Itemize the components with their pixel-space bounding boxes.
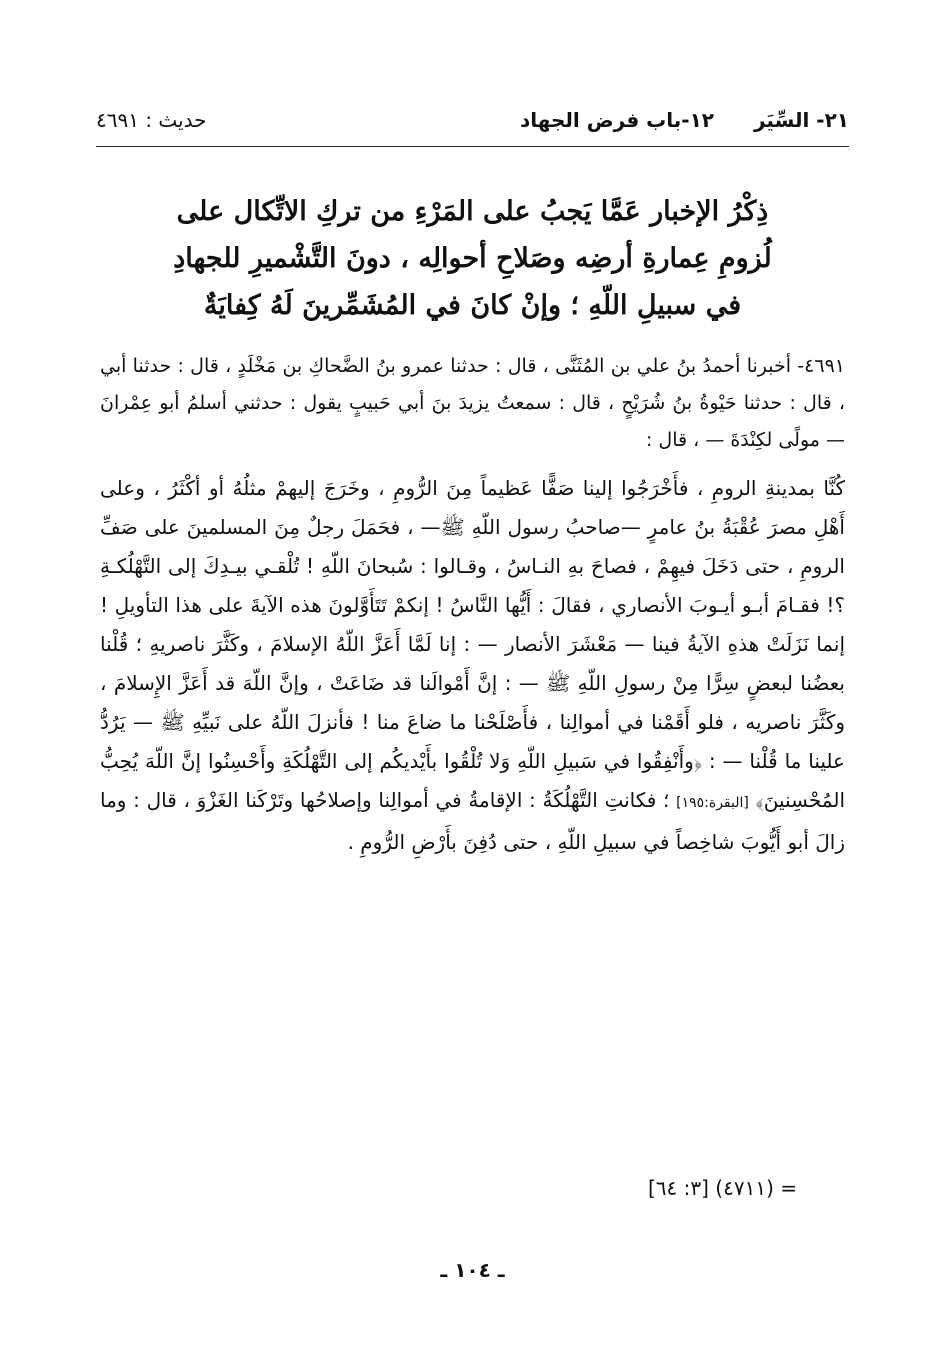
book-title: ٢١- السِّيَر — [753, 108, 849, 132]
page-number: ـ ١٠٤ ـ — [440, 1258, 505, 1282]
isnad-text: ٤٦٩١- أخبرنا أحمدُ بنُ علي بن المُثَنَّى ، قال : حدثنا عمرو بنُ الضَّحاكِ بن مَخْلَدٍ ، قال : حدثنا أبي ، قال : حدثنا حَيْوةُ بنُ شُرَيْحٍ ، قال : سمعتُ يزيدَ بنَ أبي حَبيبٍ يقول : حدثني أسلمُ أبو عِمْرانَ — مولًى لكِنْدَةَ — ، قال : — [100, 355, 845, 451]
cross-reference: = (٤٧١١) [٣: ٦٤] — [647, 1176, 797, 1200]
matn-paragraph — [100, 469, 845, 862]
running-header — [96, 108, 849, 142]
chapter-title: ١٢-باب فرض الجهاد — [520, 108, 714, 132]
header-rule — [96, 146, 849, 147]
hadith-reference: حديث : ٤٦٩١ — [96, 108, 207, 132]
matn-text — [100, 469, 845, 862]
matn-main: كُنَّا بمدينةِ الرومِ ، فأَخْرَجُوا إلينا صَفًّا عَظيماً مِنَ الرُّومِ ، وخَرَجَ إليهمْ مثلُهُ أو أكْثَرُ ، وعلى أَهْلِ مصرَ عُقْبَةُ بنُ عامرٍ —صاحبُ رسول اللّهِ ﷺ— ، فحَمَلَ رجلٌ مِنَ المسلمينَ على صَفِّ الرومِ ، حتى دَخَلَ فيهِمْ ، فصاحَ بهِ النـاسُ ، وقـالوا : سُبحانَ اللّهِ ! تُلْقـي بيـدِكَ إلى التَّهْلُكـةِ ؟! فقـامَ أبـو أيـوبَ الأنصاري ، فقالَ : أَيُّها النَّاسُ ! إنكمْ تَتَأَوَّلونَ هذه الآيةَ على هذا التأويلِ ! إنما نَزَلَتْ هذهِ الآيةُ فينا — مَعْشَرَ الأنصار — : إنا لَمَّا أَعَزَّ اللّهُ الإسلامَ ، وكَثَّرَ ناصريهِ ؛ قُلْنا بعضُنا لبعضٍ سِرًّا مِنْ رسولِ اللّهِ ﷺ — : إنَّ أَمْوالَنا قد ضَاعَتْ ، وإنَّ اللّهَ قد أَعَزَّ الإِسلامَ ، وكَثَّرَ ناصريه ، فلو أَقَمْنا في أموالِنا ، فأَصْلَحْنا ما ضاعَ منا ! فأنزلَ اللّهُ على نَبيِّهِ ﷺ — يَرُدُّ علينا ما قُلْنا — : ﴿وأَنْفِقُوا في سَبيلِ اللّهِ وَلا تُلْقُوا بأَيْديكُم إلى التَّهْلُكَةِ وأَحْسِنُوا إنَّ اللّهَ يُحِبُّ المُحْسِنينَ﴾ — [100, 476, 846, 812]
quran-reference: [البقرة:١٩٥] — [676, 795, 749, 811]
matn-end: ؛ فكانتِ التَّهْلُكَةُ : الإقامةُ في أموالِنا وإصلاحُها وتَرْكَنا الغَزْوَ ، قال : وما زالَ أبو أَيُّوبَ شاخِصاً في سبيلِ اللّهِ ، حتى دُفِنَ بأَرْضِ الرُّومِ . — [100, 788, 845, 854]
header-titles — [520, 108, 849, 132]
title-line: ذِكْرُ الإخبار عَمَّا يَجبُ على المَرْءِ من تركِ الاتِّكال على — [176, 196, 769, 227]
title-line: في سبيلِ اللّهِ ؛ وإنْ كانَ في المُشَمِّرينَ لَهُ كِفايَةٌ — [203, 290, 742, 321]
isnad-paragraph — [100, 348, 845, 459]
title-line: لُزومِ عِمارةِ أرضِه وصَلاحِ أحوالِه ، دونَ التَّشْميرِ للجهادِ — [173, 243, 772, 274]
section-title — [100, 188, 845, 329]
hadith-body — [100, 348, 845, 862]
